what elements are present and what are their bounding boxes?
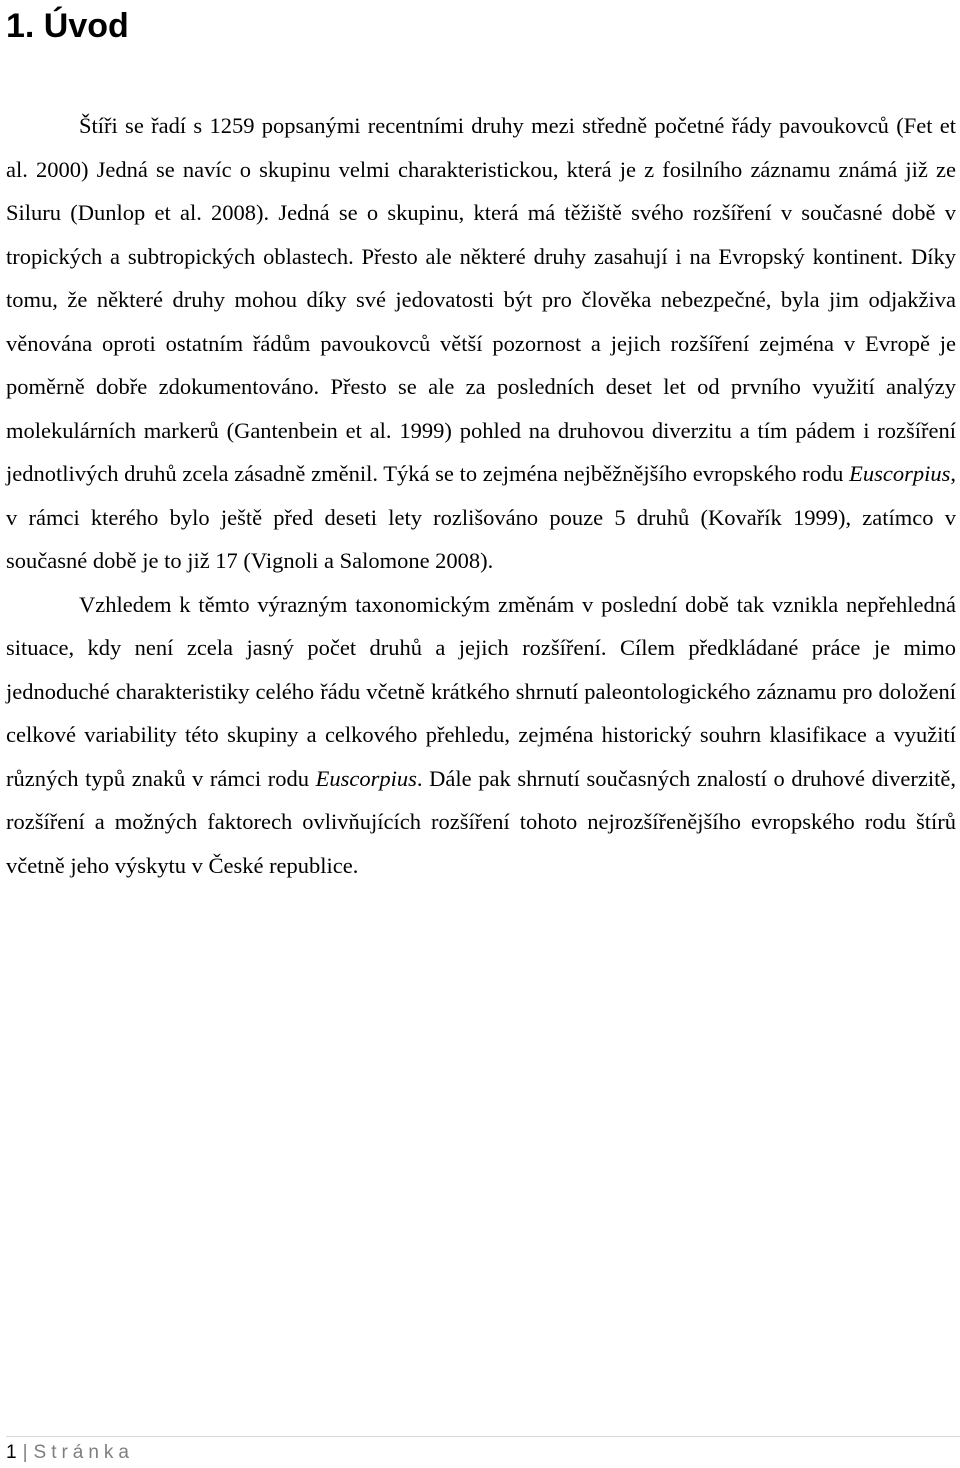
paragraph-1-text-b: , v rámci kterého bylo ještě před deseti lety rozlišováno pouze 5 druhů (Kovařík 1999), zatímco v současné době je to již 17 (Vignoli a Salomone 2008). (6, 461, 956, 573)
footer-separator: | (22, 1442, 28, 1463)
paragraph-2-genus: Euscorpius (315, 765, 417, 791)
paragraph-2-text-a: Vzhledem k těmto výrazným taxonomickým změnám v poslední době tak vznikla nepřehledná situace, kdy není zcela jasný počet druhů a jejich rozšíření. Cílem předkládané práce je mimo jednoduché charakteristiky celého řádu včetně krátkého shrnutí paleontologického záznamu pro doložení celkové variability této skupiny a celkového přehledu, zejména historický souhrn klasifikace a využití různých typů znaků v rámci rodu (6, 591, 956, 791)
paragraph-1-genus: Euscorpius (849, 461, 951, 486)
paragraph-1 (6, 104, 956, 583)
paragraph-2-text-b: . Dále pak shrnutí současných znalostí o druhové diverzitě, rozšíření a možných faktorech ovlivňujících rozšíření tohoto nejrozšířenějšího evropského rodu štírů včetně jeho výskytu v České republice. (6, 765, 956, 878)
page-number: 1 (6, 1442, 17, 1463)
body-text (6, 104, 956, 887)
page-title: 1. Úvod (6, 7, 129, 45)
page-label: Stránka (33, 1442, 134, 1463)
paragraph-1-text-a: Štíři se řadí s 1259 popsanými recentními druhy mezi středně početné řády pavoukovců (Fet et al. 2000) Jedná se navíc o skupinu velmi charakteristickou, která je z fosilního záznamu známá již ze Siluru (Dunlop et al. 2008). Jedná se o skupinu, která má těžiště svého rozšíření v současné době v tropických a subtropických oblastech. Přesto ale některé druhy zasahují i na Evropský kontinent. Díky tomu, že některé druhy mohou díky své jedovatosti být pro člověka nebezpečné, byla jim odjakživa věnována oproti ostatním řádům pavoukovců větší pozornost a jejich rozšíření zejména v Evropě je poměrně dobře zdokumentováno. Přesto se ale za posledních deset let od prvního využití analýzy molekulárních markerů (Gantenbein et al. 1999) pohled na druhovou diverzitu a tím pádem i rozšíření jednotlivých druhů zcela zásadně změnil. Týká se to zejména nejběžnějšího evropského rodu (6, 113, 956, 486)
paragraph-2 (6, 583, 956, 888)
page-footer (6, 1440, 134, 1466)
footer-divider (6, 1436, 960, 1437)
